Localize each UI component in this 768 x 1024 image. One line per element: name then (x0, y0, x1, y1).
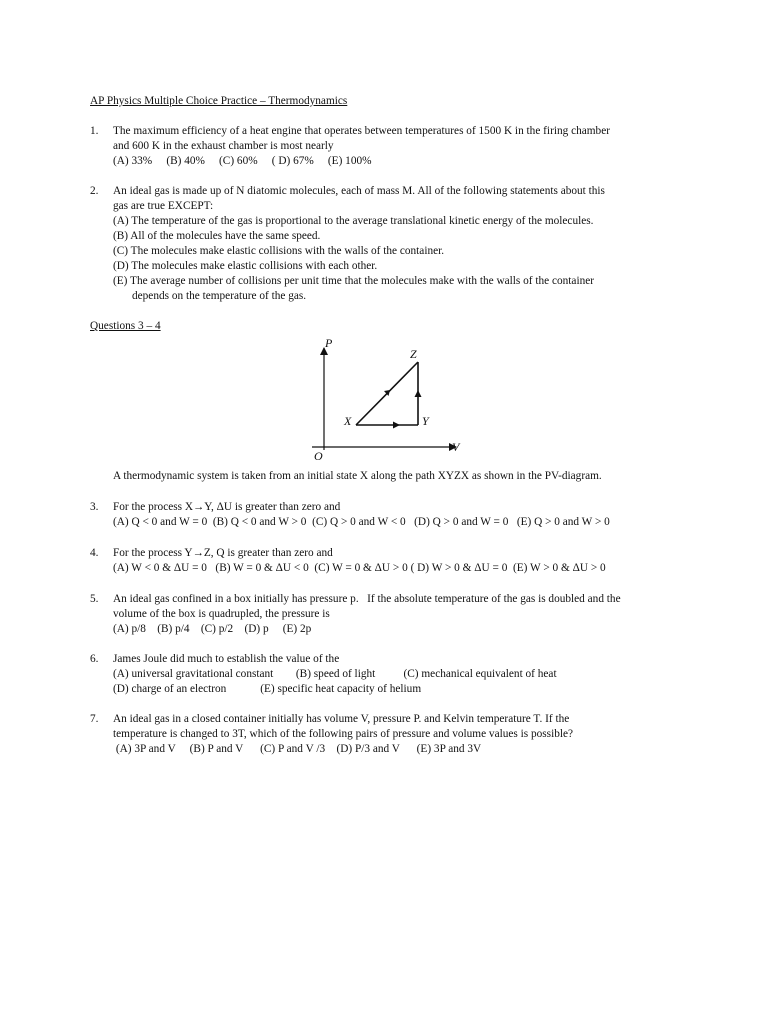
question-7 (90, 712, 690, 757)
answer-choices: (A) 3P and V (B) P and V (C) P and V /3 (D) P/3 and V (E) 3P and 3V (113, 743, 482, 755)
question-text-line: For the process X→Y, ΔU is greater than zero and (113, 501, 341, 513)
answer-choice: (B) All of the molecules have the same speed. (113, 230, 321, 242)
worksheet-title: AP Physics Multiple Choice Practice – Thermodynamics (90, 95, 348, 107)
arrow-y-to-z (415, 390, 422, 397)
question-5 (90, 592, 690, 637)
question-text-line: An ideal gas is made up of N diatomic molecules, each of mass M. All of the following statements about this (113, 185, 605, 197)
question-1 (90, 124, 690, 169)
axis-label-p: P (325, 336, 333, 350)
answer-choices: (A) p/8 (B) p/4 (C) p/2 (D) p (E) 2p (113, 623, 312, 635)
question-text-line: The maximum efficiency of a heat engine that operates between temperatures of 1500 K in the firing chamber (113, 125, 610, 137)
answer-choice: (E) The average number of collisions per unit time that the molecules make with the walls of the container (113, 275, 595, 287)
answer-choice: (D) The molecules make elastic collisions with each other. (113, 260, 378, 272)
answer-choice: (C) The molecules make elastic collisions with the walls of the container. (113, 245, 445, 257)
pv-diagram-svg (300, 334, 470, 464)
answer-choices: (D) charge of an electron (E) specific heat capacity of helium (113, 683, 422, 695)
question-number: 5. (90, 593, 99, 605)
question-number: 2. (90, 185, 99, 197)
question-number: 4. (90, 547, 99, 559)
point-label-z: Z (410, 347, 417, 361)
question-text-line: temperature is changed to 3T, which of the following pairs of pressure and volume values is possible? (113, 728, 574, 740)
answer-choices: (A) W < 0 & ΔU = 0 (B) W = 0 & ΔU < 0 (C) W = 0 & ΔU > 0 ( D) W > 0 & ΔU = 0 (E) W > 0 & ΔU > 0 (113, 562, 606, 574)
origin-label: O (314, 449, 323, 463)
arrow-x-to-y (393, 422, 400, 429)
question-number: 1. (90, 125, 99, 137)
question-number: 6. (90, 653, 99, 665)
question-6 (90, 652, 690, 697)
axis-label-v: V (452, 440, 460, 454)
point-label-x: X (344, 414, 352, 428)
question-text-line: For the process Y→Z, Q is greater than zero and (113, 547, 333, 559)
answer-choice-continuation: depends on the temperature of the gas. (132, 290, 307, 302)
answer-choices: (A) 33% (B) 40% (C) 60% ( D) 67% (E) 100% (113, 155, 372, 167)
diagram-caption: A thermodynamic system is taken from an initial state X along the path XYZX as shown in the PV-diagram. (113, 470, 602, 482)
question-3 (90, 500, 690, 530)
question-group-heading: Questions 3 – 4 (90, 320, 161, 332)
answer-choices: (A) universal gravitational constant (B) speed of light (C) mechanical equivalent of heat (113, 668, 557, 680)
question-2 (90, 184, 690, 304)
question-text-line: An ideal gas in a closed container initially has volume V, pressure P. and Kelvin temperature T. If the (113, 713, 570, 725)
point-label-y: Y (422, 414, 429, 428)
answer-choice: (A) The temperature of the gas is proportional to the average translational kinetic energy of the molecules. (113, 215, 594, 227)
question-text-line: volume of the box is quadrupled, the pressure is (113, 608, 330, 620)
question-text-line: and 600 K in the exhaust chamber is most nearly (113, 140, 334, 152)
question-text-line: An ideal gas confined in a box initially has pressure p. If the absolute temperature of the gas is doubled and the (113, 593, 621, 605)
question-text-line: James Joule did much to establish the value of the (113, 653, 340, 665)
answer-choices: (A) Q < 0 and W = 0 (B) Q < 0 and W > 0 (C) Q > 0 and W < 0 (D) Q > 0 and W = 0 (E) Q > 0 and W > 0 (113, 516, 610, 528)
question-number: 7. (90, 713, 99, 725)
question-text-line: gas are true EXCEPT: (113, 200, 214, 212)
pv-diagram (300, 334, 470, 464)
question-number: 3. (90, 501, 99, 513)
question-4 (90, 546, 690, 576)
